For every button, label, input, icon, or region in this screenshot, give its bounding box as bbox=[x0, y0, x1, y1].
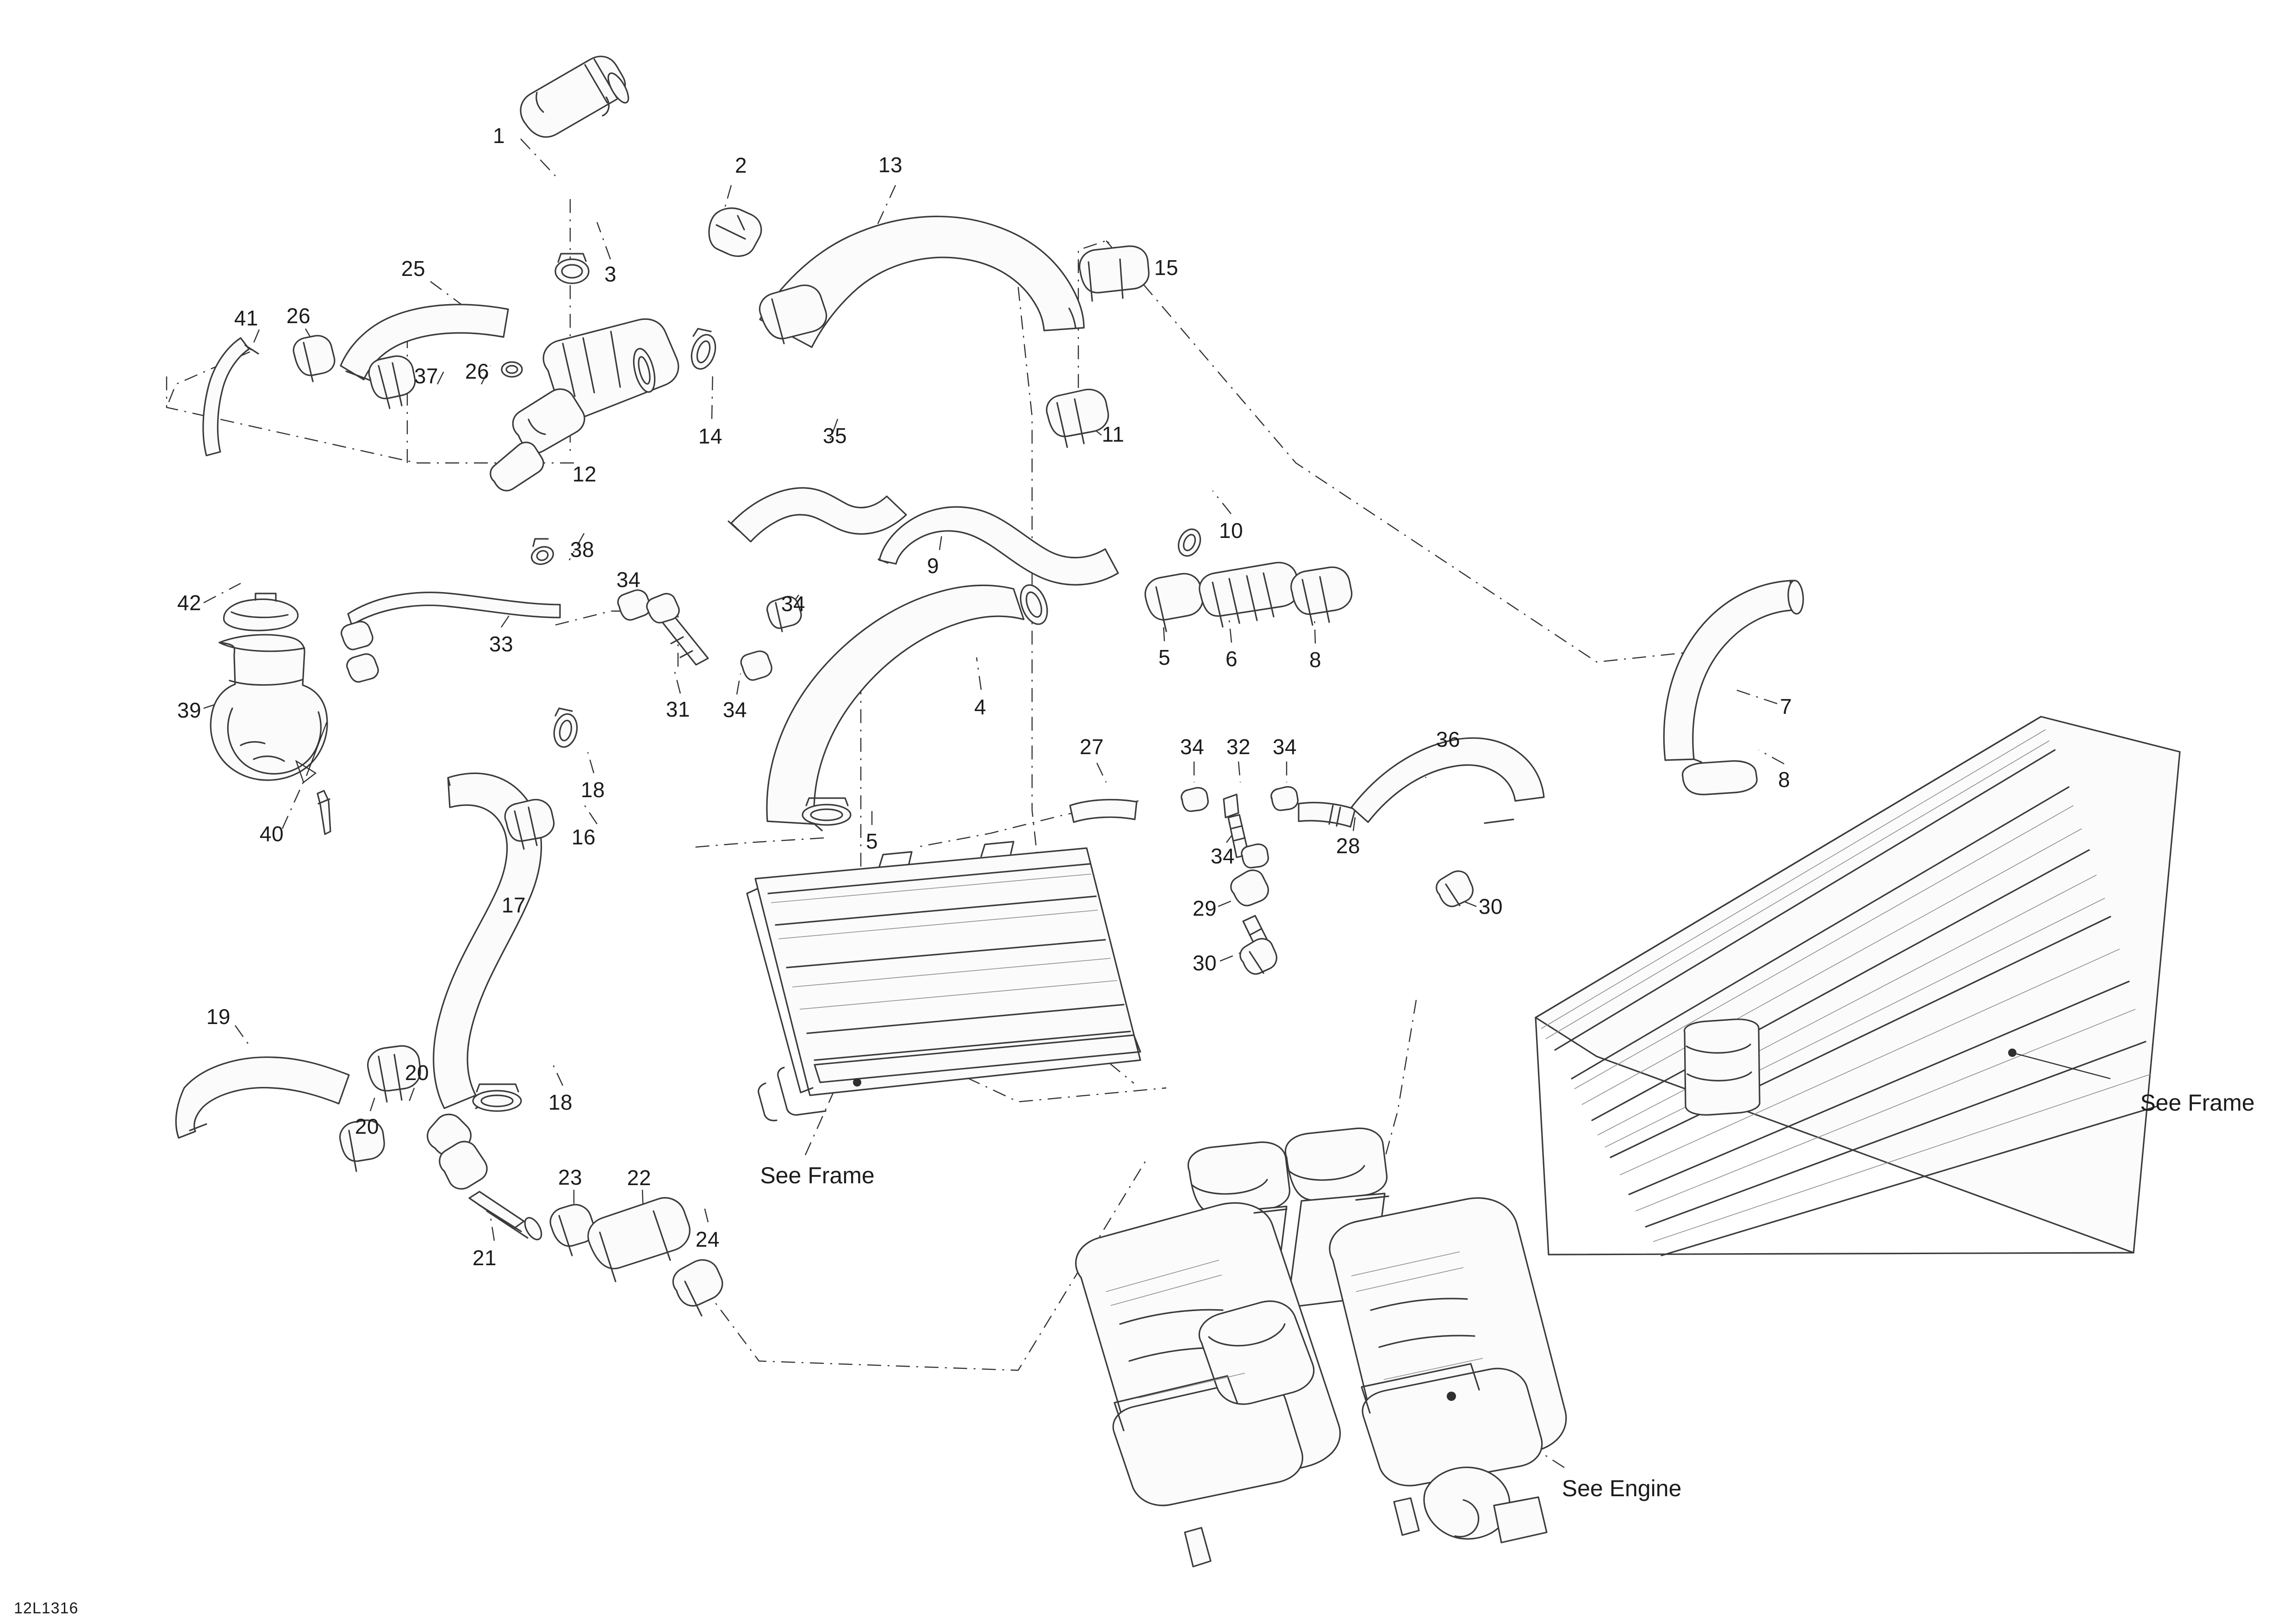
callout-10: 10 bbox=[1219, 518, 1244, 543]
callout-25: 25 bbox=[401, 256, 426, 281]
callout-17: 17 bbox=[501, 893, 526, 917]
callout-40: 40 bbox=[259, 822, 284, 846]
callout-37: 37 bbox=[414, 364, 439, 388]
part-7-hose bbox=[1664, 580, 1804, 762]
callout-34f: 34 bbox=[1210, 844, 1235, 868]
callout-30b: 30 bbox=[1192, 951, 1217, 975]
part-27-tube bbox=[1070, 800, 1137, 822]
callout-42: 42 bbox=[177, 591, 202, 615]
callout-4: 4 bbox=[974, 695, 987, 719]
callout-34c: 34 bbox=[722, 698, 747, 722]
callout-26b: 26 bbox=[465, 359, 490, 383]
callout-24: 24 bbox=[695, 1227, 720, 1251]
callout-19: 19 bbox=[206, 1005, 231, 1029]
part-11-clamp bbox=[1047, 389, 1108, 447]
part-18-clamp-a bbox=[551, 708, 580, 749]
part-26-clamp-b bbox=[502, 362, 522, 377]
callout-3: 3 bbox=[604, 262, 617, 286]
radiator-assembly bbox=[747, 842, 1140, 1121]
part-39-coolant-reservoir bbox=[211, 635, 327, 780]
callout-20a: 20 bbox=[404, 1061, 429, 1085]
callout-18b: 18 bbox=[548, 1090, 573, 1114]
callout-15: 15 bbox=[1154, 256, 1179, 280]
callout-13: 13 bbox=[878, 153, 903, 177]
part-21-tee-fitting bbox=[428, 1114, 545, 1242]
callout-41: 41 bbox=[234, 306, 259, 330]
callout-8a: 8 bbox=[1309, 648, 1322, 672]
part-9-hose bbox=[878, 507, 1118, 585]
callout-33: 33 bbox=[489, 632, 514, 656]
callout-30a: 30 bbox=[1478, 894, 1503, 918]
part-30-fitting-a bbox=[1240, 939, 1277, 974]
callout-9: 9 bbox=[927, 554, 940, 578]
part-15-clamp bbox=[1080, 246, 1149, 301]
callout-2: 2 bbox=[734, 153, 747, 177]
part-19-hose bbox=[176, 1057, 349, 1138]
part-18-clamp-b bbox=[473, 1084, 521, 1111]
callout-38: 38 bbox=[570, 537, 595, 562]
part-8-clamp-a bbox=[1291, 567, 1352, 625]
part-26-clamp-a bbox=[293, 336, 335, 381]
callout-14: 14 bbox=[698, 424, 723, 448]
callout-32: 32 bbox=[1226, 735, 1251, 759]
callout-27: 27 bbox=[1079, 735, 1104, 759]
callout-1: 1 bbox=[492, 124, 505, 148]
part-10-clamp bbox=[1175, 526, 1205, 560]
part-34-ferrule-f bbox=[1242, 844, 1269, 868]
callout-34e: 34 bbox=[1272, 735, 1297, 759]
callout-22: 22 bbox=[627, 1166, 652, 1190]
callout-8b: 8 bbox=[1778, 768, 1791, 792]
part-30-fitting-b bbox=[1437, 871, 1473, 906]
note-see-frame-tunnel: See Frame bbox=[2140, 1090, 2255, 1116]
part-14-clamp bbox=[687, 329, 719, 372]
part-35-hose bbox=[728, 488, 906, 542]
callout-18a: 18 bbox=[580, 778, 605, 802]
engine-assembly bbox=[1076, 1128, 1566, 1567]
callout-34b: 34 bbox=[781, 592, 806, 616]
part-22-hose bbox=[588, 1198, 690, 1281]
part-5-clamp-a bbox=[1145, 574, 1203, 631]
part-42-reservoir-cap bbox=[224, 593, 298, 631]
callout-5a: 5 bbox=[1158, 645, 1171, 669]
part-2-clamp bbox=[709, 208, 761, 256]
part-34-ferrule-d bbox=[1182, 788, 1208, 812]
part-34-ferrule-e bbox=[1271, 787, 1298, 811]
part-1-elbow-hose bbox=[521, 56, 632, 137]
tunnel-frame-assembly bbox=[1536, 717, 2180, 1255]
part-34-ferrule-a bbox=[618, 590, 650, 620]
part-4-hose bbox=[767, 581, 1052, 831]
callout-29: 29 bbox=[1192, 896, 1217, 920]
part-34-ferrule-reservoir bbox=[342, 622, 378, 682]
sheet-code: 12L1316 bbox=[14, 1599, 79, 1617]
part-34-ferrule-c bbox=[741, 651, 772, 680]
part-24-clamp bbox=[673, 1260, 722, 1316]
callout-5b: 5 bbox=[865, 829, 878, 853]
callout-36: 36 bbox=[1436, 727, 1461, 751]
callout-23: 23 bbox=[558, 1165, 583, 1189]
callout-16: 16 bbox=[571, 825, 596, 849]
callout-12: 12 bbox=[572, 462, 597, 486]
callout-20b: 20 bbox=[355, 1114, 380, 1138]
callout-35: 35 bbox=[822, 424, 847, 448]
part-41-tube bbox=[203, 338, 258, 456]
part-6-connector bbox=[1200, 562, 1299, 627]
callout-11: 11 bbox=[1101, 422, 1125, 446]
part-28-tube bbox=[1299, 803, 1355, 827]
part-23-clamp bbox=[550, 1205, 594, 1255]
note-see-engine: See Engine bbox=[1562, 1475, 1682, 1501]
note-see-frame-radiator: See Frame bbox=[760, 1162, 875, 1188]
callout-39: 39 bbox=[177, 698, 202, 722]
callout-26a: 26 bbox=[286, 304, 311, 328]
callout-6: 6 bbox=[1225, 647, 1238, 671]
callout-28: 28 bbox=[1336, 834, 1361, 858]
callout-34d: 34 bbox=[1180, 735, 1205, 759]
callout-34a: 34 bbox=[616, 568, 641, 592]
callout-31: 31 bbox=[666, 697, 691, 721]
callout-7: 7 bbox=[1780, 694, 1792, 718]
part-38-clamp bbox=[529, 539, 555, 567]
part-33-tube bbox=[348, 593, 560, 639]
part-37-clamp bbox=[369, 356, 415, 408]
callout-21: 21 bbox=[472, 1246, 497, 1270]
part-3-clamp bbox=[555, 254, 589, 283]
